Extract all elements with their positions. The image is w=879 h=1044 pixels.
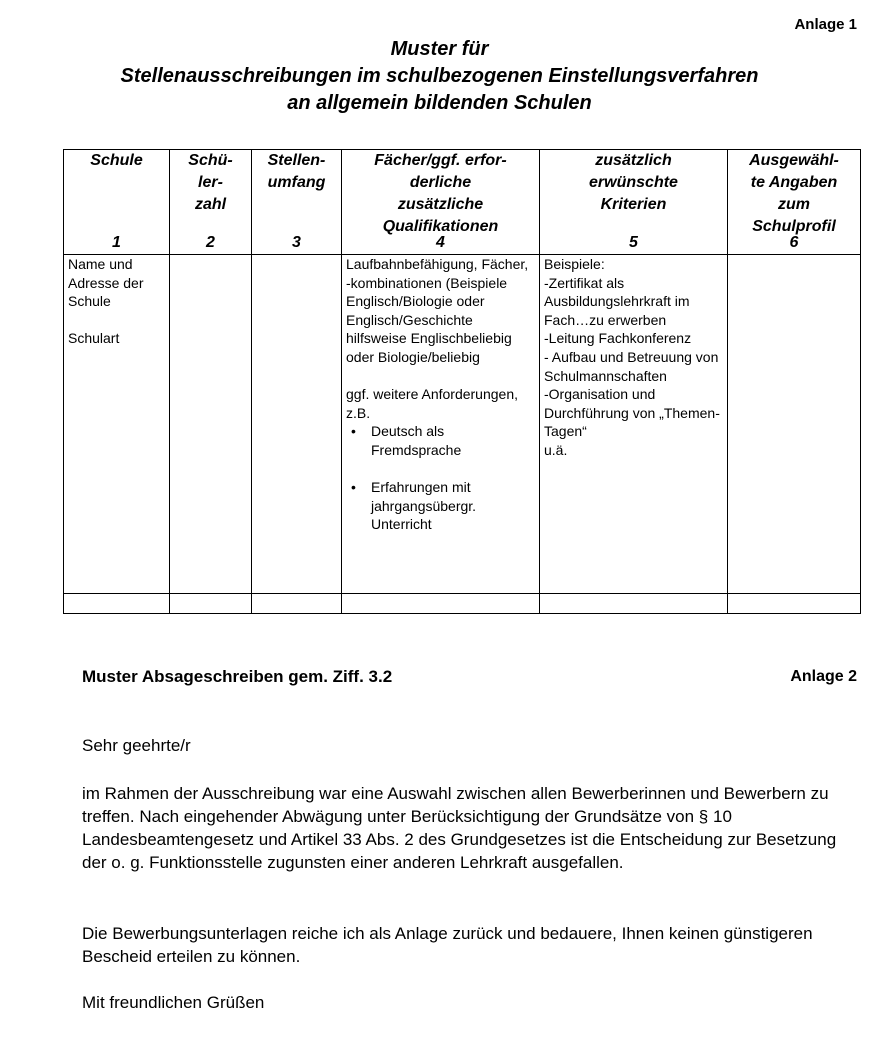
- title-line-3: an allgemein bildenden Schulen: [287, 92, 592, 114]
- table-row: [64, 255, 861, 594]
- criteria-line: -Organisation und Durchführung von „Themen-Tagen“: [544, 386, 720, 440]
- school-type: Schulart: [68, 330, 120, 347]
- table-header-row: [64, 150, 861, 255]
- requirements-list: [346, 422, 535, 534]
- criteria-line: -Leitung Fachkonferenz: [544, 330, 692, 347]
- further-requirements: ggf. weitere Anforderungen, z.B.: [346, 386, 519, 421]
- title-line-2: Stellenausschreibungen im schulbezogenen Einstellungsverfahren: [120, 65, 759, 87]
- qualification-text: Laufbahnbefähigung, Fächer, -kombinationen (Beispiele Englisch/Biologie oder Englisch/Geschichte hilfsweise Englischbeliebig oder Biologie/beliebig: [346, 256, 529, 365]
- cell-schule: [64, 255, 170, 594]
- title-line-1: Muster für: [390, 38, 489, 60]
- letter-closing: Mit freundlichen Grüßen: [82, 993, 265, 1012]
- header-faecher: Fächer/ggf. erfor- derliche zusätzliche Qualifikationen 4: [342, 150, 540, 255]
- header-schulprofil: Ausgewähl- te Angaben zum Schulprofil 6: [728, 150, 861, 255]
- header-schule: Schule 1: [64, 150, 170, 255]
- anlage-2-label: Anlage 2: [790, 668, 857, 685]
- header-stellenumfang: Stellen- umfang 3: [252, 150, 342, 255]
- school-name-address: Name und Adresse der Schule: [68, 256, 144, 310]
- anlage-1-label: Anlage 1: [794, 16, 857, 33]
- cell-faecher: [342, 255, 540, 594]
- header-kriterien: zusätzlich erwünschte Kriterien 5: [540, 150, 728, 255]
- letter-salutation: Sehr geehrte/r: [82, 736, 191, 755]
- list-item: • Deutsch als Fremdsprache: [371, 422, 535, 459]
- criteria-line: -Zertifikat als Ausbildungslehrkraft im Fach…zu erwerben: [544, 274, 690, 328]
- document-title: [0, 36, 879, 117]
- letter-paragraph-1: im Rahmen der Ausschreibung war eine Auswahl zwischen allen Bewerberinnen und Bewerbern zu treffen. Nach eingehender Abwägung unter Berücksichtigung der Grundsätze von § 10 Landesbeamtengesetz und Artikel 33 Abs. 2 des Grundgesetzes ist die Entscheidung zur Besetzung der o. g. Funktionsstelle zugunsten einer anderen Lehrkraft ausgefallen.: [82, 784, 837, 872]
- letter-paragraph-2: Die Bewerbungsunterlagen reiche ich als Anlage zurück und bedauere, Ihnen keinen günstigeren Bescheid erteilen zu können.: [82, 924, 813, 966]
- criteria-line: Beispiele:: [544, 256, 605, 272]
- absage-title: Muster Absageschreiben gem. Ziff. 3.2: [82, 667, 393, 686]
- cell-stellenumfang: [252, 255, 342, 594]
- cell-kriterien: [540, 255, 728, 594]
- criteria-line: u.ä.: [544, 441, 568, 458]
- header-schuelerzahl: Schü- ler- zahl 2: [170, 150, 252, 255]
- list-item: • Erfahrungen mit jahrgangsübergr. Unterricht: [371, 478, 535, 534]
- criteria-line: - Aufbau und Betreuung von Schulmannschaften: [544, 348, 719, 384]
- table-row-empty: [64, 594, 861, 614]
- cell-schulprofil: [728, 255, 861, 594]
- cell-schuelerzahl: [170, 255, 252, 594]
- stellenausschreibung-table: [63, 149, 861, 614]
